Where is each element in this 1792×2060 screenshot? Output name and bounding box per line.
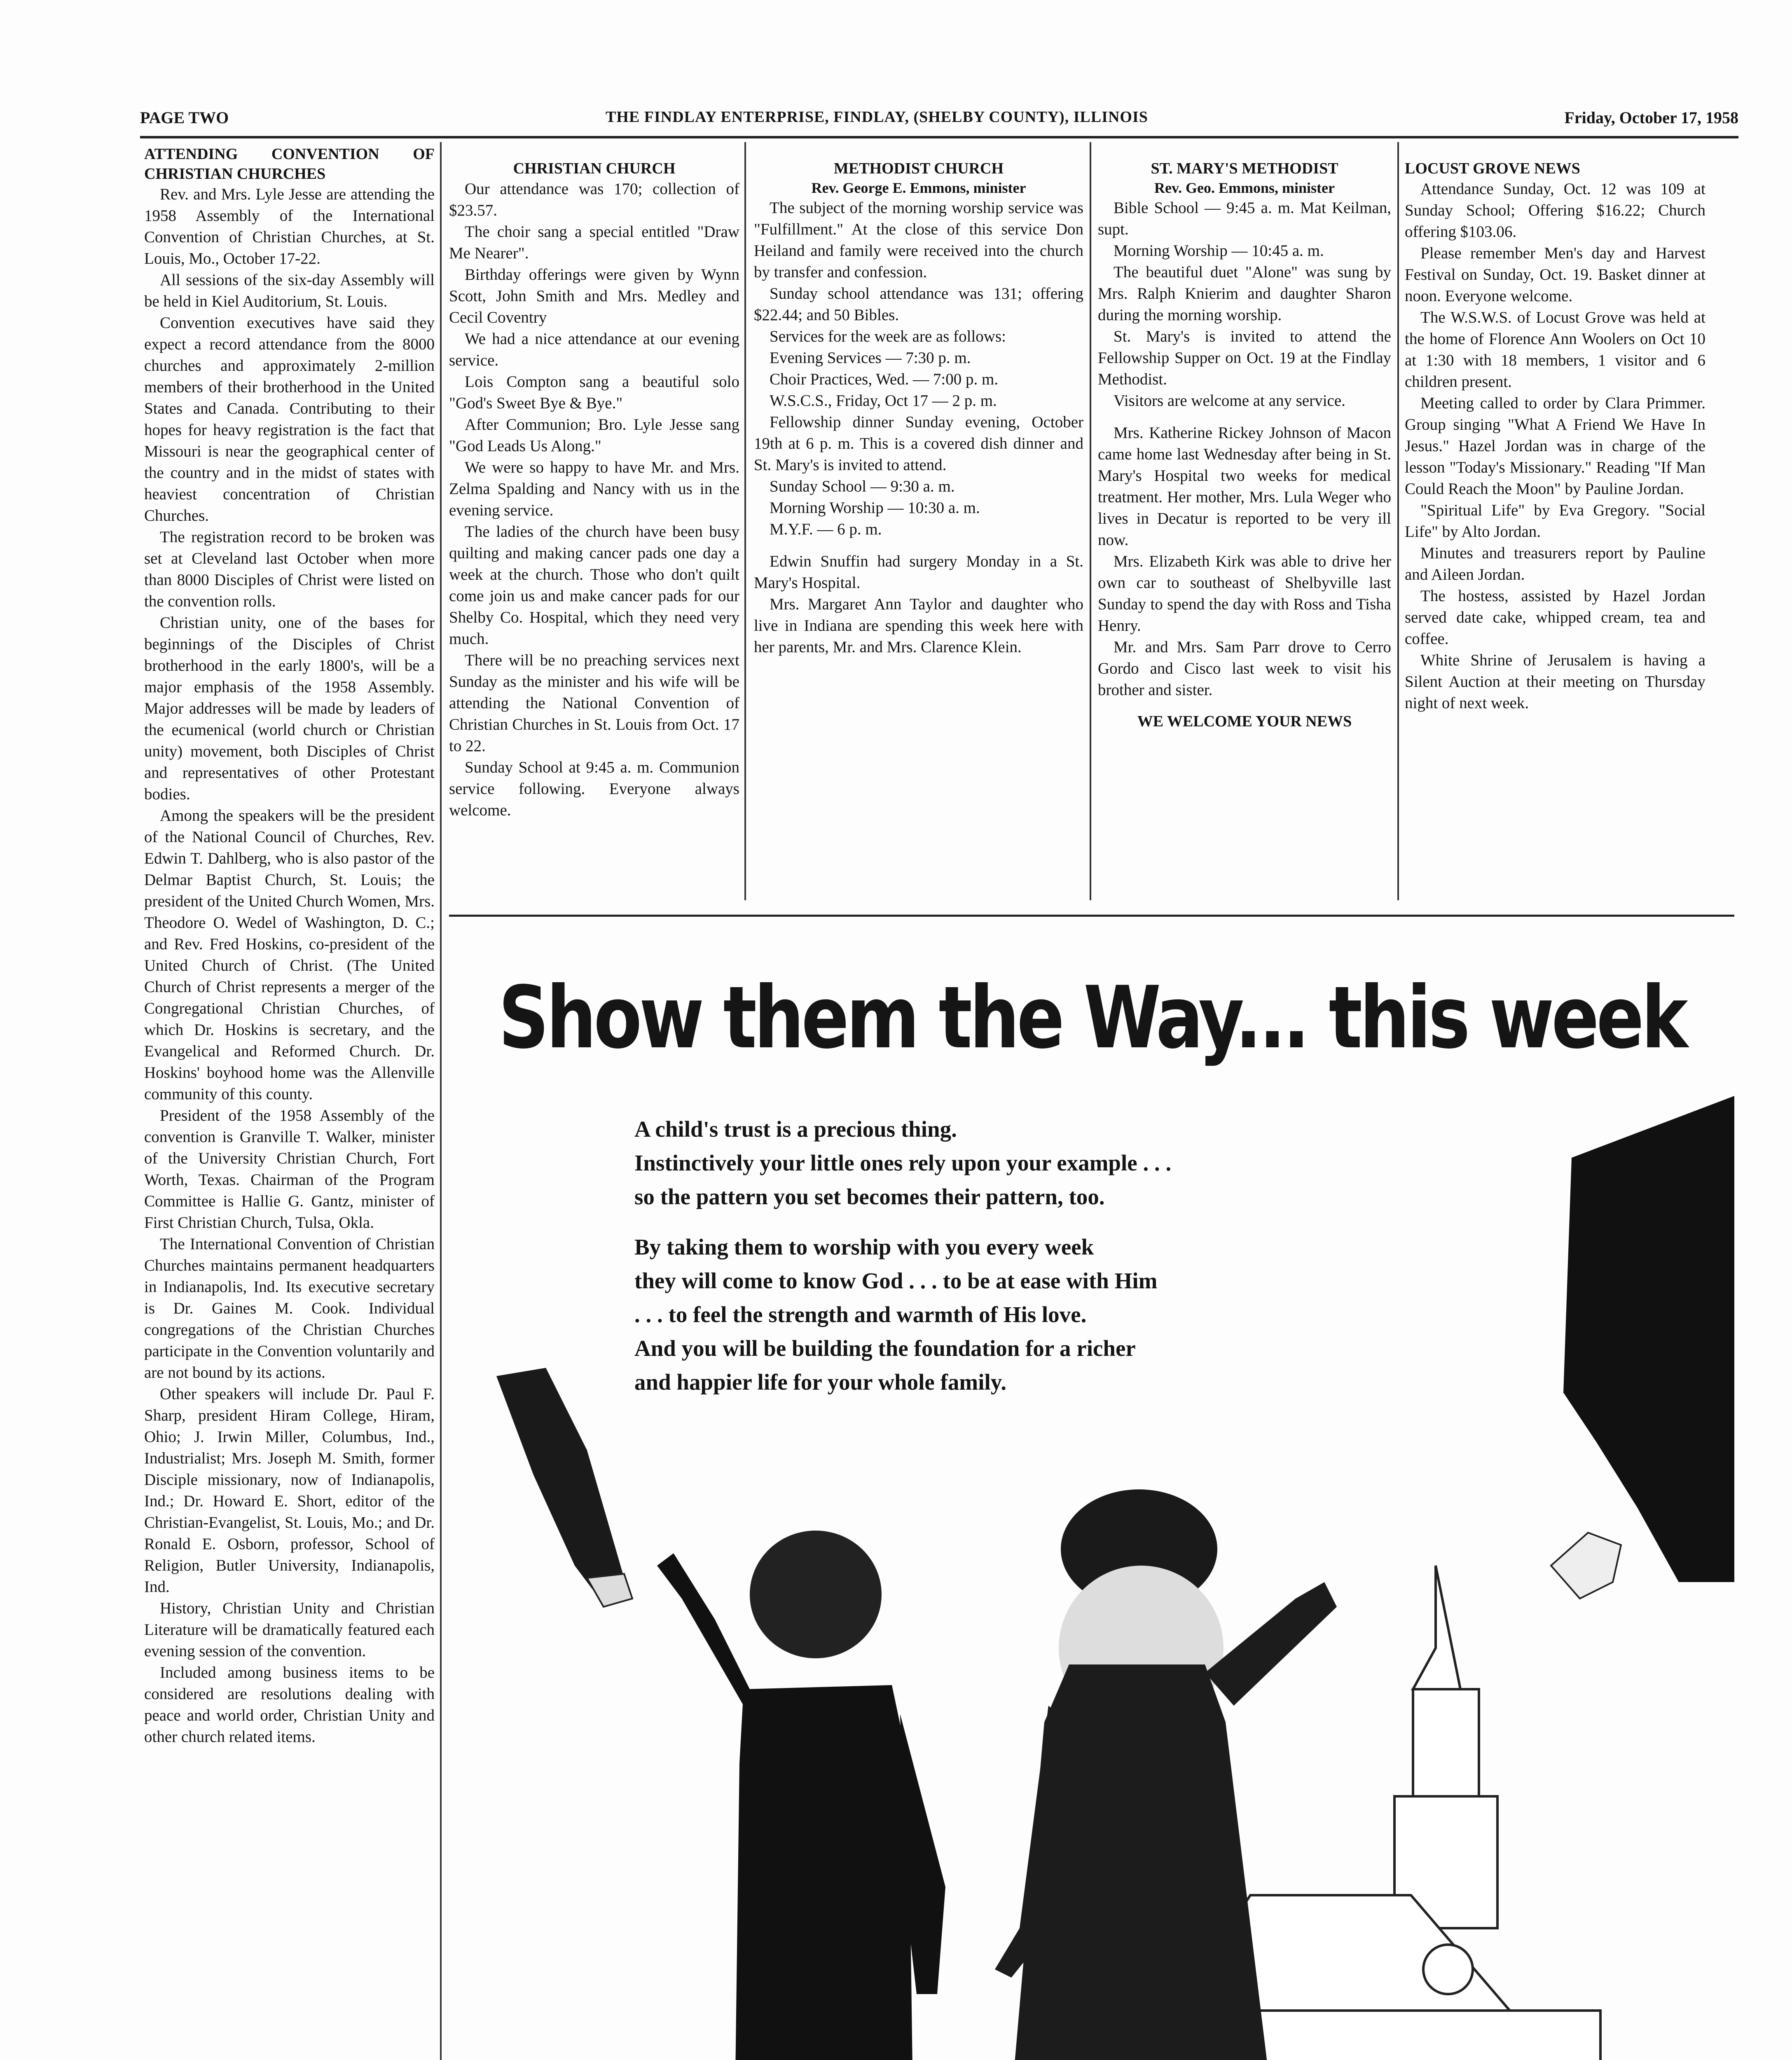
paragraph: The International Convention of Christian Churches maintains permanent headquarters in Indianapolis, Ind. Its executive secretary is Dr. Gaines M. Cook. Individual congregations of the Christian Churches participate in the Convention voluntarily and are not bound by its actions. <box>144 1235 435 1381</box>
paragraph: The hostess, assisted by Hazel Jordan served date cake, whipped cream, tea and coffee. <box>1405 587 1705 648</box>
adult-sleeve-left <box>496 1368 624 1599</box>
headline-methodist-church: METHODIST CHURCH <box>833 160 1004 177</box>
paragraph: Mrs. Margaret Ann Taylor and daughter who live in Indiana are spending this week here with her parents, Mr. and Mrs. Clarence Klein. <box>754 595 1083 656</box>
page-number: PAGE TWO <box>140 108 229 127</box>
paragraph: The choir sang a special entitled "Draw Me Nearer". <box>449 223 739 262</box>
paragraph: After Communion; Bro. Lyle Jesse sang "God Leads Us Along." <box>449 416 739 455</box>
paragraph: Choir Practices, Wed. — 7:00 p. m. <box>770 370 999 388</box>
paragraph: Sunday School — 9:30 a. m. <box>770 478 955 495</box>
religion-advertisement <box>451 939 1734 2060</box>
paragraph: W.S.C.S., Friday, Oct 17 — 2 p. m. <box>770 392 997 410</box>
article-methodist-church <box>754 159 1083 658</box>
column-divider <box>440 142 442 2060</box>
paragraph: Rev. and Mrs. Lyle Jesse are attending the 1958 Assembly of the International Convention of Christian Churches, at St. Louis, Mo., October 17-22. <box>144 185 435 267</box>
paragraph: Convention executives have said they expect a record attendance from the 8000 churches and approximately 2-million members of their brotherhood in the United States and Canada. Contributing to their hopes for heavy registration is the fact that Missouri is near the geographical center of the country and in the midst of states with heaviest concentration of Christian Churches. <box>144 314 435 524</box>
headline-christian-church: CHRISTIAN CHURCH <box>513 160 676 177</box>
article-christian-church <box>449 159 739 821</box>
paragraph: Fellowship dinner Sunday evening, October 19th at 6 p. m. This is a covered dish dinner and St. Mary's is invited to attend. <box>754 413 1083 474</box>
paragraph: Sunday school attendance was 131; offering $22.44; and 50 Bibles. <box>754 285 1083 324</box>
issue-date: Friday, October 17, 1958 <box>1564 108 1738 127</box>
paragraph: All sessions of the six-day Assembly will be held in Kiel Auditorium, St. Louis. <box>144 271 435 310</box>
ad-body-line: and happier life for your whole family. <box>634 1369 1006 1395</box>
headline-st-marys: ST. MARY'S METHODIST <box>1151 160 1338 177</box>
paragraph: "Spiritual Life" by Eva Gregory. "Social Life" by Alto Jordan. <box>1405 501 1705 541</box>
headline-locust-grove: LOCUST GROVE NEWS <box>1405 160 1580 177</box>
paragraph: The subject of the morning worship service was "Fulfillment." At the close of this service Don Heiland and family were received into the church by transfer and confession. <box>754 199 1083 281</box>
paragraph: Edwin Snuffin had surgery Monday in a St. Mary's Hospital. <box>754 552 1083 592</box>
paragraph: Morning Worship — 10:30 a. m. <box>770 499 980 517</box>
article-st-marys-methodist <box>1098 159 1391 731</box>
column-divider <box>744 142 746 900</box>
paragraph: Visitors are welcome at any service. <box>1114 392 1345 410</box>
paragraph: Other speakers will include Dr. Paul F. Sharp, president Hiram College, Hiram, Ohio; J. Irwin Miller, Columbus, Ind., Industrialist; Mrs. Joseph M. Smith, former Disciple missionary, now of Indianapolis, Ind.; Dr. Howard E. Short, editor of the Christian-Evangelist, St. Louis, Mo.; and Dr. Ronald E. Osborn, professor, School of Religion, Butler University, Indianapolis, Ind. <box>144 1385 435 1596</box>
paragraph: Sunday School at 9:45 a. m. Communion service following. Everyone always welcome. <box>449 758 739 819</box>
paragraph: Lois Compton sang a beautiful solo "God's Sweet Bye & Bye." <box>449 373 739 412</box>
paragraph: Mrs. Katherine Rickey Johnson of Macon came home last Wednesday after being in St. Mary's Hospital two weeks for medical treatment. Her mother, Mrs. Lula Weger who lives in Decatur is reported to be very ill now. <box>1098 424 1391 549</box>
minister-name: Rev. Geo. Emmons, minister <box>1154 180 1335 196</box>
article-locust-grove <box>1405 159 1705 714</box>
masthead-rule <box>140 136 1738 138</box>
ad-body-text <box>634 1112 1397 1399</box>
ad-body-line: A child's trust is a precious thing. <box>634 1117 957 1142</box>
newspaper-title: THE FINDLAY ENTERPRISE, FINDLAY, (SHELBY COUNTY), ILLINOIS <box>606 108 1148 126</box>
paragraph: White Shrine of Jerusalem is having a Silent Auction at their meeting on Thursday night of next week. <box>1405 651 1705 712</box>
paragraph: Christian unity, one of the bases for beginnings of the Disciples of Christ brotherhood in the early 1800's, will be a major emphasis of the 1958 Assembly. Major addresses will be made by leaders of the ecumenical (world church or Christian unity) movement, both Disciples of Christ and representatives of other Protestant bodies. <box>144 614 435 803</box>
paragraph: There will be no preaching services next Sunday as the minister and his wife will be attending the National Convention of Christian Churches in St. Louis from Oct. 17 to 22. <box>449 651 739 755</box>
paragraph: Our attendance was 170; collection of $23.57. <box>449 180 739 219</box>
paragraph: President of the 1958 Assembly of the convention is Granville T. Walker, minister of the University Christian Church, Fort Worth, Texas. Chairman of the Program Committee is Hallie G. Gantz, minister of First Christian Church, Tulsa, Okla. <box>144 1107 435 1231</box>
minister-name: Rev. George E. Emmons, minister <box>811 180 1026 196</box>
ad-body-line: they will come to know God . . . to be at ease with Him <box>634 1268 1158 1293</box>
masthead <box>140 108 1738 133</box>
ad-body-line: By taking them to worship with you every week <box>634 1234 1094 1259</box>
paragraph: Please remember Men's day and Harvest Festival on Sunday, Oct. 19. Basket dinner at noon. Everyone welcome. <box>1405 244 1705 305</box>
paragraph: Among the speakers will be the president of the National Council of Churches, Rev. Edwin T. Dahlberg, who is also pastor of the Delmar Baptist Church, St. Louis; the president of the United Church Women, Mrs. Theodore O. Wedel of Washington, D. C.; and Rev. Fred Hoskins, co-president of the United Church of Christ. (The United Church of Christ represents a merger of the Congregational Christian Churches, of which Dr. Hoskins is secretary, and the Evangelical and Reformed Church. Dr. Hoskins' boyhood home was the Allenville community of this county. <box>144 807 435 1103</box>
paragraph: The registration record to be broken was set at Cleveland last October when more than 8000 Disciples of Christ were listed on the convention rolls. <box>144 528 435 610</box>
paragraph: Mrs. Elizabeth Kirk was able to drive her own car to southeast of Shelbyville last Sunday to spend the day with Ross and Tisha Henry. <box>1098 552 1391 634</box>
paragraph: The beautiful duet "Alone" was sung by Mrs. Ralph Knierim and daughter Sharon during the morning worship. <box>1098 263 1391 324</box>
paragraph: Bible School — 9:45 a. m. Mat Keilman, supt. <box>1098 199 1391 238</box>
ad-body-line: so the pattern you set becomes their pattern, too. <box>634 1184 1105 1209</box>
ad-body-line: And you will be building the foundation for a richer <box>634 1336 1136 1361</box>
paragraph: History, Christian Unity and Christian Literature will be dramatically featured each evening session of the convention. <box>144 1599 435 1660</box>
paragraph: Birthday offerings were given by Wynn Scott, John Smith and Mrs. Medley and Cecil Coventry <box>449 266 739 326</box>
ad-headline: Show them the Way... this week <box>498 968 1686 1068</box>
paragraph: Morning Worship — 10:45 a. m. <box>1114 242 1324 260</box>
children-church-illustration <box>451 939 1734 2060</box>
column-divider <box>1090 142 1091 900</box>
section-rule <box>449 915 1734 917</box>
adult-sleeve-right <box>1563 1096 1734 1582</box>
paragraph: Included among business items to be considered are resolutions dealing with peace and world order, Christian Unity and other church related items. <box>144 1664 435 1746</box>
paragraph: The ladies of the church have been busy quilting and making cancer pads one day a week at the church. Those who don't quilt come join us and make cancer pads for our Shelby Co. Hospital, which they need very much. <box>449 523 739 648</box>
paragraph: M.Y.F. — 6 p. m. <box>770 520 882 538</box>
column-divider <box>1397 142 1399 900</box>
paragraph: Evening Services — 7:30 p. m. <box>770 349 971 367</box>
we-welcome-your-news: WE WELCOME YOUR NEWS <box>1137 713 1352 730</box>
paragraph: Attendance Sunday, Oct. 12 was 109 at Sunday School; Offering $16.22; Church offering $103.06. <box>1405 180 1705 241</box>
paragraph: Services for the week are as follows: <box>770 328 1006 345</box>
paragraph: Mr. and Mrs. Sam Parr drove to Cerro Gordo and Cisco last week to visit his brother and sister. <box>1098 638 1391 699</box>
paragraph: Meeting called to order by Clara Primmer. Group singing "What A Friend We Have In Jesus." Hazel Jordan was in charge of the lesson "Today's Missionary." Reading "If Man Could Reach the Moon" by Pauline Jordan. <box>1405 394 1705 498</box>
boy-figure <box>657 1531 945 2060</box>
paragraph: The W.S.W.S. of Locust Grove was held at the home of Florence Ann Woolers on Oct 10 at 1:30 with 18 members, 1 visitor and 6 children present. <box>1405 309 1705 391</box>
ad-body-line: . . . to feel the strength and warmth of His love. <box>634 1302 1087 1327</box>
article-convention <box>144 144 435 1748</box>
paragraph: St. Mary's is invited to attend the Fellowship Supper on Oct. 19 at the Findlay Methodist. <box>1098 328 1391 388</box>
paragraph: We were so happy to have Mr. and Mrs. Zelma Spalding and Nancy with us in the evening service. <box>449 459 739 519</box>
paragraph: We had a nice attendance at our evening service. <box>449 330 739 369</box>
paragraph: Minutes and treasurers report by Pauline and Aileen Jordan. <box>1405 544 1705 583</box>
ad-body-line: Instinctively your little ones rely upon your example . . . <box>634 1150 1172 1175</box>
headline-convention: ATTENDING CONVENTION OF CHRISTIAN CHURCHES <box>144 145 435 183</box>
